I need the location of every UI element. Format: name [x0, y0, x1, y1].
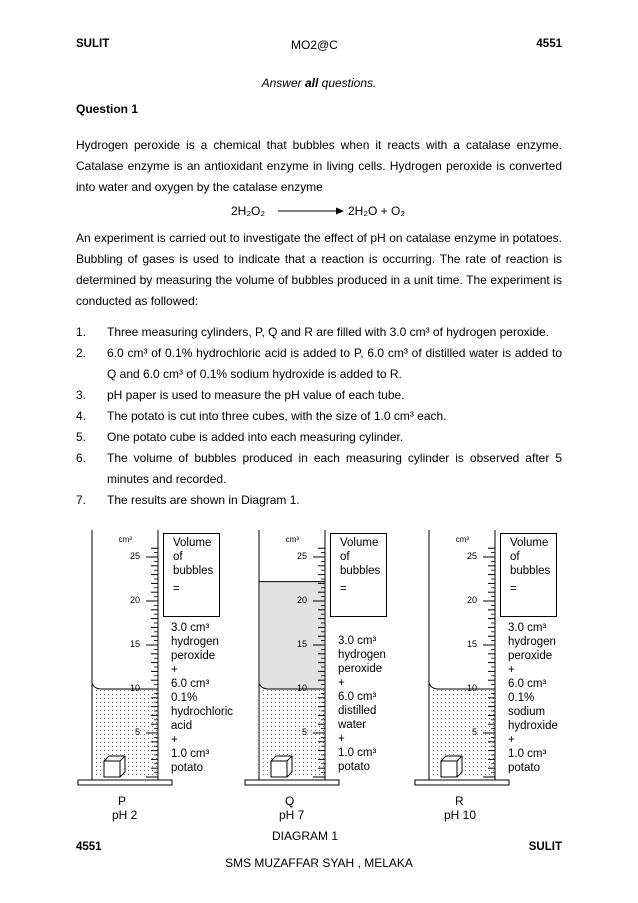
scale-unit-label: cm³	[455, 535, 469, 544]
scale-unit-label: cm³	[118, 535, 132, 544]
contents-line: potato	[171, 762, 203, 774]
contents-line: 6.0 cm³	[508, 678, 547, 690]
scale-tick-label: 25	[129, 551, 140, 561]
cylinder-label: Q	[285, 794, 295, 808]
volume-bubbles-box	[330, 533, 387, 617]
contents-line: peroxide	[508, 650, 553, 662]
volume-box-line: of	[510, 551, 520, 563]
scale-tick-label: 10	[296, 683, 307, 693]
scale-tick-label: 25	[296, 551, 307, 561]
contents-line: hydrochloric	[171, 706, 233, 718]
contents-line: 0.1%	[508, 692, 535, 704]
scale-tick-label: 25	[466, 551, 477, 561]
intro-paragraph: Hydrogen peroxide is a chemical that bubbles when it reacts with a catalase enzyme. Catalase enzyme is an antioxidant enzyme in living cells. Hydrogen peroxide is converted into water and oxygen by the catalase enzyme	[76, 138, 562, 194]
contents-line: peroxide	[171, 650, 216, 662]
scale-tick-label: 20	[296, 595, 307, 605]
contents-line: 3.0 cm³	[338, 635, 377, 647]
volume-box-line: =	[173, 583, 180, 595]
contents-line: 1.0 cm³	[171, 748, 210, 760]
contents-line: +	[508, 664, 515, 676]
volume-box-line: bubbles	[340, 565, 381, 577]
scale-tick-label: 5	[471, 727, 477, 737]
cylinder-base	[78, 780, 172, 785]
cylinder-ph: pH 2	[112, 808, 138, 822]
cylinder-contents	[171, 621, 233, 775]
contents-line: +	[338, 677, 345, 689]
scale-tick-label: 10	[466, 683, 477, 693]
cylinder-label: R	[455, 794, 464, 808]
contents-line: hydrogen	[508, 636, 556, 648]
step-item: 6. The volume of bubbles produced in each measuring cylinder is observed after 5 minutes and recorded.	[76, 451, 562, 486]
contents-line: +	[171, 734, 178, 746]
contents-line: +	[508, 734, 515, 746]
contents-line: 3.0 cm³	[508, 622, 547, 634]
scale-tick-label: 15	[296, 639, 307, 649]
equation-left: 2H₂O₂	[231, 204, 265, 218]
scale-tick-label: 5	[134, 727, 140, 737]
cylinder-base	[245, 780, 339, 785]
volume-box-line: =	[510, 583, 517, 595]
contents-line: peroxide	[338, 663, 383, 675]
question-title: Question 1	[76, 102, 139, 116]
scale-tick-label: 15	[466, 639, 477, 649]
volume-bubbles-box	[500, 533, 557, 617]
scale-unit-label: cm³	[285, 535, 299, 544]
instruction: Answer all questions.	[261, 76, 377, 90]
contents-line: 1.0 cm³	[338, 747, 377, 759]
cylinder-base	[415, 780, 509, 785]
equation-right: 2H₂O + O₂	[348, 204, 405, 218]
cylinder-contents	[508, 621, 558, 775]
scale-tick-label: 10	[129, 683, 140, 693]
contents-line: potato	[508, 762, 540, 774]
contents-line: 6.0 cm³	[171, 678, 210, 690]
scale-tick-label: 20	[466, 595, 477, 605]
volume-box-line: Volume	[510, 537, 549, 549]
contents-line: hydroxide	[508, 720, 558, 732]
experiment-paragraph: An experiment is carried out to investigate the effect of pH on catalase enzyme in potatoes. Bubbling of gases is used to indicate that a reaction is occurring. The rate of reaction is determined by measuring the volume of bubbles produced in a unit time. The experiment is conducted as followed:	[76, 231, 562, 308]
scale-tick-label: 5	[301, 727, 307, 737]
footer-left: 4551	[76, 841, 102, 853]
volume-bubbles-box	[163, 533, 220, 617]
contents-line: +	[171, 664, 178, 676]
volume-box-line: bubbles	[510, 565, 551, 577]
volume-box-line: =	[340, 583, 347, 595]
footer-right: SULIT	[528, 841, 562, 853]
contents-line: 0.1%	[171, 692, 198, 704]
contents-line: +	[338, 733, 345, 745]
header-left: SULIT	[76, 38, 110, 50]
footer-school: SMS MUZAFFAR SYAH , MELAKA	[225, 856, 413, 870]
contents-line: sodium	[508, 706, 546, 718]
diagram-caption: DIAGRAM 1	[272, 829, 339, 843]
header-center: MO2@C	[291, 38, 338, 52]
contents-line: potato	[338, 761, 370, 773]
header-right: 4551	[536, 38, 562, 50]
equation-arrow	[278, 206, 344, 216]
volume-box-line: of	[173, 551, 183, 563]
scale-tick-label: 15	[129, 639, 140, 649]
scale-tick-label: 20	[129, 595, 140, 605]
volume-box-line: Volume	[173, 537, 212, 549]
contents-line: 1.0 cm³	[508, 748, 547, 760]
contents-line: 3.0 cm³	[171, 622, 210, 634]
step-item: 2. 6.0 cm³ of 0.1% hydrochloric acid is added to P, 6.0 cm³ of distilled water is added to Q and 6.0 cm³ of 0.1% sodium hydroxide is added to R.	[76, 346, 562, 381]
cylinder-ph: pH 10	[444, 808, 477, 822]
contents-line: water	[338, 719, 367, 731]
contents-line: acid	[171, 720, 193, 732]
volume-box-line: Volume	[340, 537, 379, 549]
cylinder-contents	[338, 634, 386, 774]
volume-box-line: of	[340, 551, 350, 563]
volume-box-line: bubbles	[173, 565, 214, 577]
contents-line: hydrogen	[171, 636, 219, 648]
cylinder-label: P	[118, 794, 127, 808]
contents-line: hydrogen	[338, 649, 386, 661]
contents-line: 6.0 cm³	[338, 691, 377, 703]
contents-line: distilled	[338, 705, 377, 717]
cylinder-ph: pH 7	[279, 808, 305, 822]
